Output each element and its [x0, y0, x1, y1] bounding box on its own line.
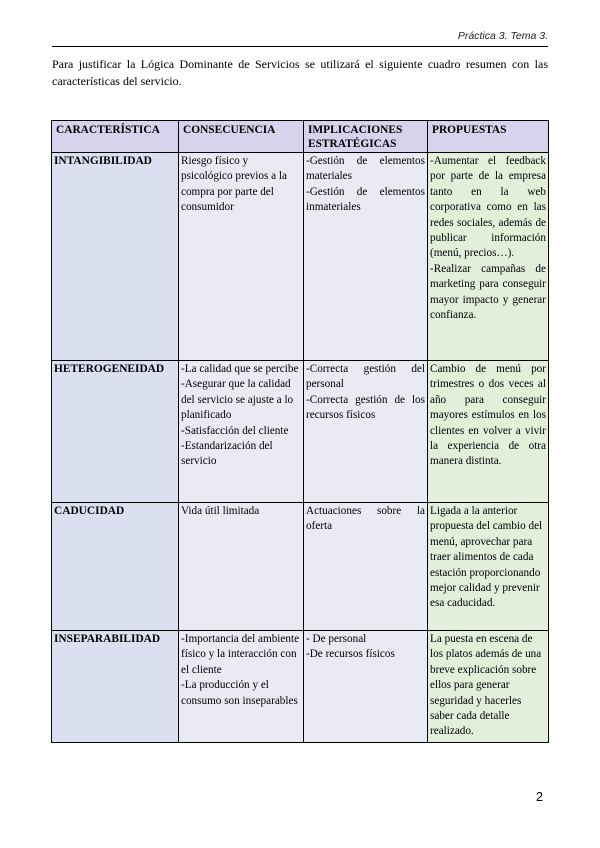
cell-line: -Satisfacción del cliente — [181, 424, 289, 437]
header-implications: IMPLICACIONES ESTRATÉGICAS — [304, 121, 428, 153]
cell-line: Ligada a la anterior propuesta del cambio del menú, aprovechar para traer alimentos de cada estación proporcionando mejor calidad y prevenir esa caducidad. — [430, 505, 543, 610]
consequence-cell — [179, 503, 304, 631]
cell-line: -Aumentar el feedback por parte de la empresa tanto en la web corporativa como en las redes sociales, además de publicar información (menú, precios…). — [430, 155, 546, 260]
cell-line: -Correcta gestión de los recursos físicos — [306, 393, 425, 422]
consequence-cell — [179, 153, 304, 361]
header-characteristic: CARACTERÍSTICA — [52, 121, 179, 153]
table-row — [52, 503, 549, 631]
table-row — [52, 361, 549, 503]
characteristic-cell: INTANGIBILIDAD — [52, 153, 179, 361]
proposals-cell — [428, 503, 549, 631]
running-header: Práctica 3. Tema 3. — [457, 30, 548, 42]
table-row — [52, 631, 549, 743]
consequence-cell — [179, 361, 304, 503]
header-consequence: CONSECUENCIA — [179, 121, 304, 153]
characteristic-cell: INSEPARABILIDAD — [52, 631, 179, 743]
characteristic-cell: CADUCIDAD — [52, 503, 179, 631]
header-proposals: PROPUESTAS — [428, 121, 549, 153]
cell-line: -Correcta gestión del personal — [306, 363, 425, 391]
proposals-cell — [428, 631, 549, 743]
implications-cell — [304, 361, 428, 503]
implications-cell — [304, 153, 428, 361]
proposals-cell — [428, 153, 549, 361]
cell-line: - De personal — [306, 633, 367, 645]
intro-paragraph: Para justificar la Lógica Dominante de Servicios se utilizará el siguiente cuadro resumen con las características del servicio. — [52, 57, 548, 88]
cell-line: La puesta en escena de los platos además de una breve explicación sobre ellos para generar seguridad y hacerles saber cada detalle realizado. — [430, 633, 542, 738]
cell-line: -Estandarización del servicio — [181, 440, 273, 468]
summary-table — [51, 120, 549, 743]
header-rule — [52, 46, 548, 47]
page-number: 2 — [536, 790, 543, 804]
cell-line: -Importancia del ambiente físico y la interacción con el cliente — [181, 633, 300, 676]
cell-line: -Gestión de elementos materiales — [306, 155, 425, 183]
cell-line: Cambio de menú por trimestres o dos veces al año para conseguir mayores estímulos en los clientes en volver a vivir la experiencia de otra manera distinta. — [430, 363, 546, 468]
cell-line: -Asegurar que la calidad del servicio se ajuste a lo planificado — [181, 378, 294, 422]
proposals-cell — [428, 361, 549, 503]
characteristic-cell: HETEROGENEIDAD — [52, 361, 179, 503]
cell-line: -Gestión de elementos inmateriales — [306, 185, 425, 214]
cell-line: Vida útil limitada — [181, 505, 260, 517]
implications-cell — [304, 503, 428, 631]
cell-line: Actuaciones sobre la oferta — [306, 505, 425, 533]
cell-line: -Realizar campañas de marketing para conseguir mayor impacto y generar confianza. — [430, 262, 546, 322]
table-header-row — [52, 121, 549, 153]
cell-line: -De recursos físicos — [306, 648, 395, 661]
table-row — [52, 153, 549, 361]
consequence-cell — [179, 631, 304, 743]
cell-line: Riesgo físico y psicológico previos a la compra por parte del consumidor — [181, 155, 287, 214]
cell-line: -La calidad que se percibe — [181, 363, 299, 375]
cell-line: -La producción y el consumo son inseparables — [181, 679, 298, 707]
implications-cell — [304, 631, 428, 743]
